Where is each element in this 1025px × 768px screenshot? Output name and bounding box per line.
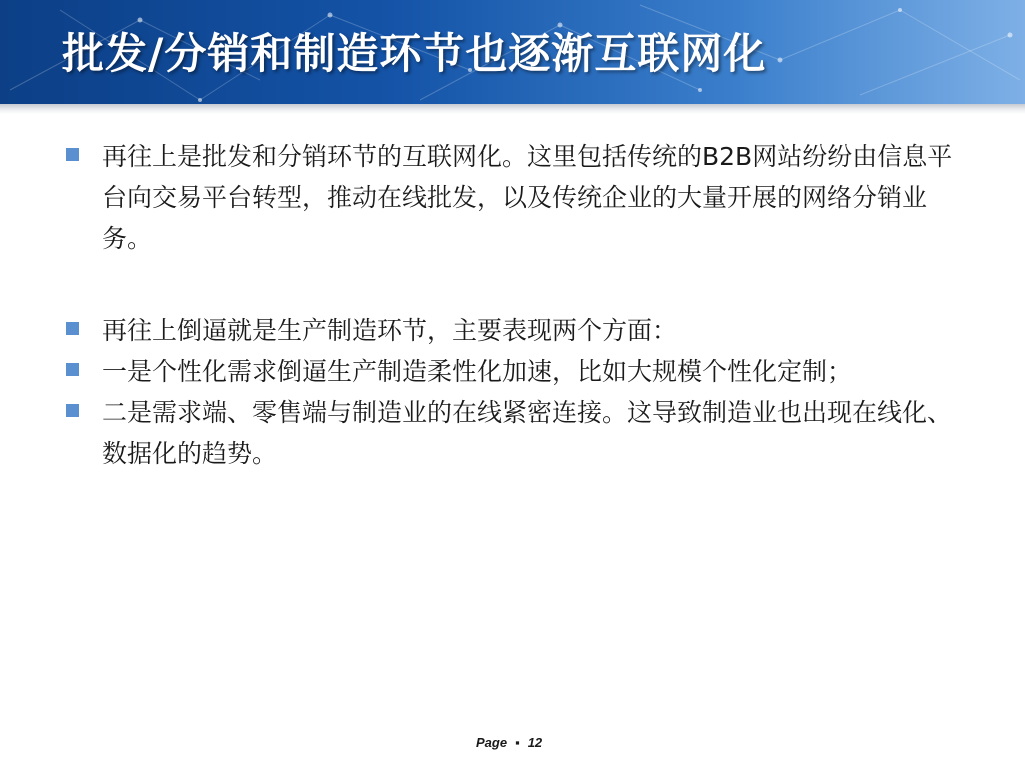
bullet-text: 一是个性化需求倒逼生产制造柔性化加速，比如大规模个性化定制； (102, 357, 853, 386)
title-divider (0, 104, 1025, 114)
bullet-text: 再往上是批发和分销环节的互联网化。这里包括传统的B2B网站纷纷由信息平台向交易平台转型，推动在线批发，以及传统企业的大量开展的网络分销业务。 (102, 142, 953, 253)
bullet-text: 再往上倒逼就是生产制造环节，主要表现两个方面： (102, 316, 678, 345)
slide-title: 批发/分销和制造环节也逐渐互联网化 (62, 29, 767, 78)
bullet-item (64, 136, 974, 259)
page-number: 12 (527, 735, 543, 750)
title-banner (0, 0, 1025, 104)
bullet-item (64, 392, 974, 474)
bullet-item (64, 310, 974, 351)
bullet-item (64, 351, 974, 392)
square-bullet-icon (66, 363, 79, 376)
bullet-list (64, 136, 974, 474)
square-bullet-icon (66, 404, 79, 417)
square-bullet-icon (66, 322, 79, 335)
page-separator: ▪ (515, 735, 520, 750)
page-footer (476, 735, 542, 750)
bullet-text: 二是需求端、零售端与制造业的在线紧密连接。这导致制造业也出现在线化、数据化的趋势。 (102, 398, 953, 468)
page-label: Page (476, 735, 508, 750)
square-bullet-icon (66, 148, 79, 161)
